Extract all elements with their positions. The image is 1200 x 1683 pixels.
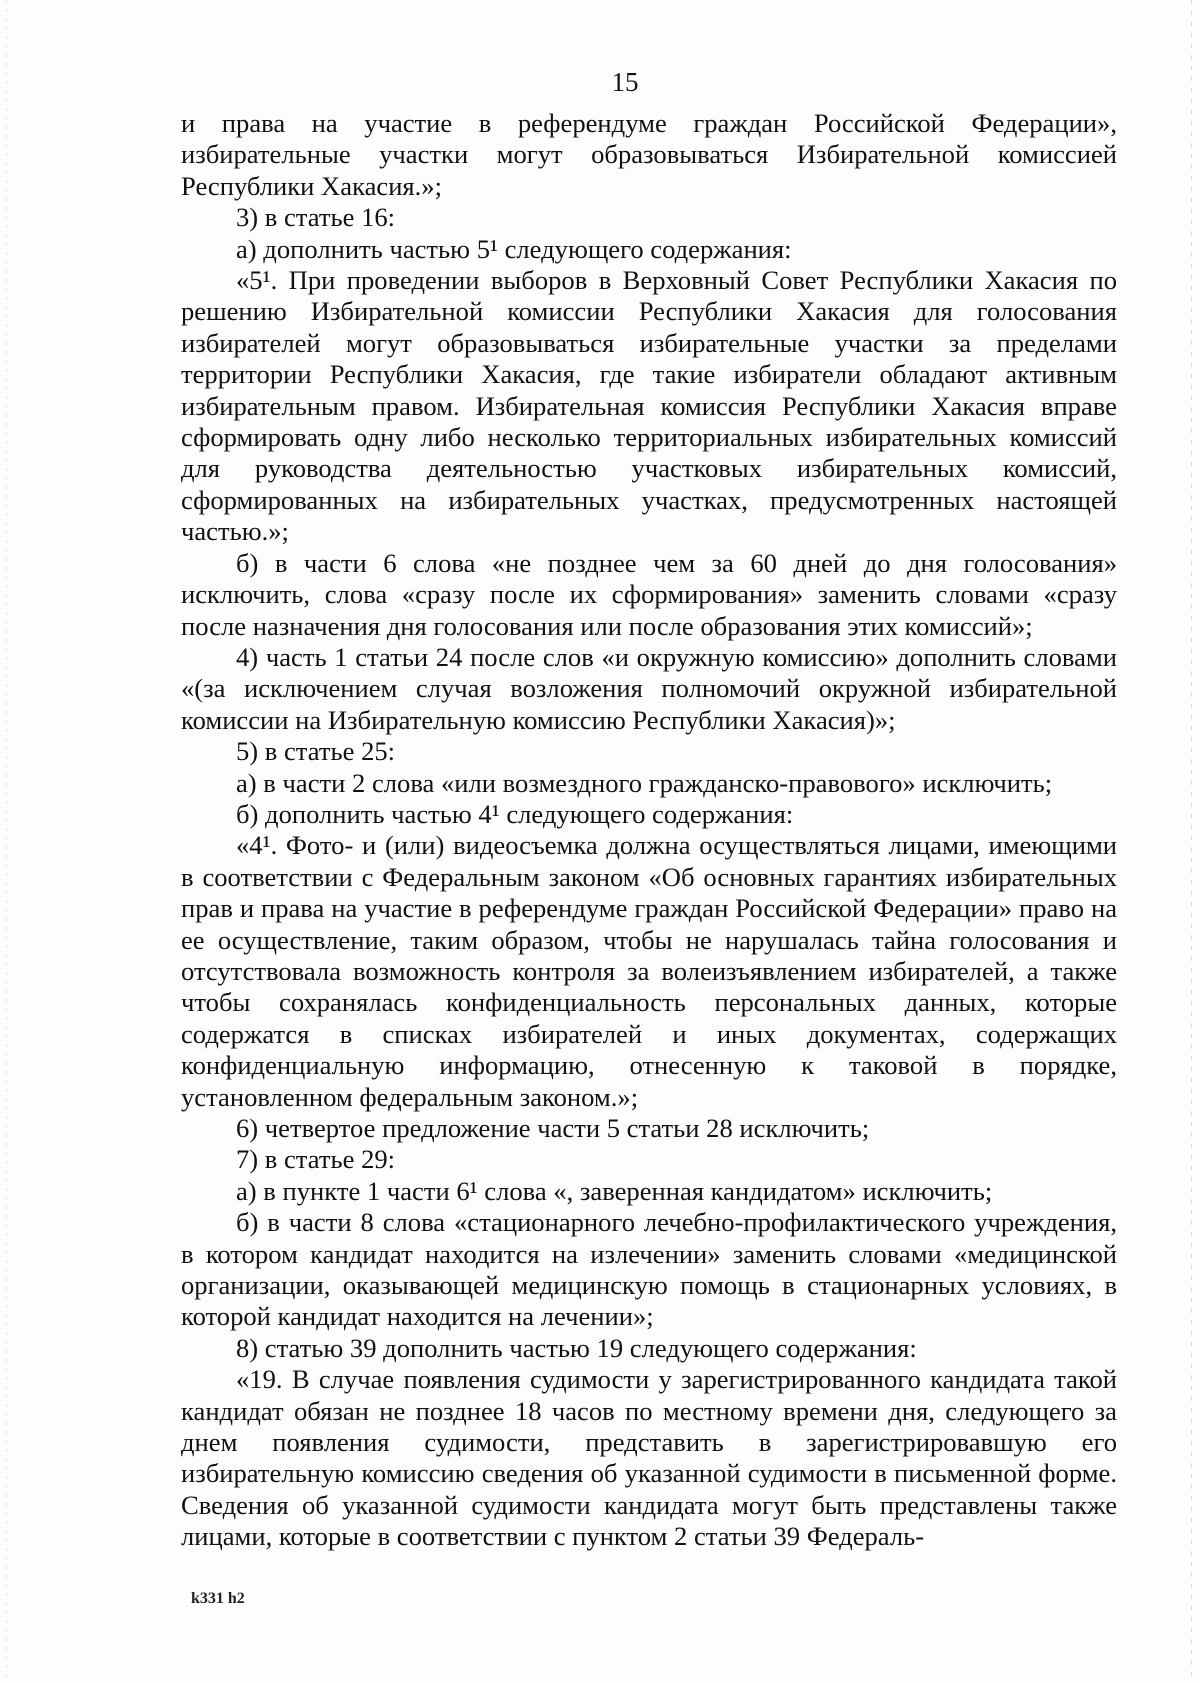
paragraph-3: «5¹. При проведении выборов в Верховный Совет Республики Хакасия по решению Избирательной комиссии Республики Хакасия для голосования избирателей могут образовываться избирательные участки за пределами территории Республики Хакасия, где такие избиратели обладают активным избирательным правом. Избирательная комиссия Республики Хакасия вправе сформировать одну либо несколько территориальных избирательных комиссий для руководства деятельностью участковых избирательных комиссий, сформированных на избирательных участках, предусмотренных настоящей частью.»; bbox=[181, 265, 1117, 547]
paragraph-15: «19. В случае появления судимости у зарегистрированного кандидата такой кандидат обязан не позднее 18 часов по местному времени дня, следующего за днем появления судимости, представить в зарегистрировавшую его избирательную комиссию сведения об указанной судимости в письменной форме. Сведения об указанной судимости кандидата могут быть представлены также лицами, которые в соответствии с пунктом 2 статьи 39 Федераль- bbox=[181, 1364, 1117, 1552]
paragraph-5: 4) часть 1 статьи 24 после слов «и окружную комиссию» дополнить словами «(за исключением случая возложения полномочий окружной избирательной комиссии на Избирательную комиссию Республики Хакасия)»; bbox=[181, 641, 1117, 735]
paragraph-2: а) дополнить частью 5¹ следующего содержания: bbox=[236, 233, 792, 264]
paragraph-11: 7) в статье 29: bbox=[236, 1144, 396, 1175]
paragraph-7: а) в части 2 слова «или возмездного гражданско-правового» исключить; bbox=[236, 767, 1053, 798]
paragraph-10: 6) четвертое предложение части 5 статьи 28 исключить; bbox=[236, 1113, 870, 1143]
paragraph-4: б) в части 6 слова «не позднее чем за 60 дней до дня голосования» исключить, слова «сразу после их сформирования» заменить словами «сразу после назначения дня голосования или после образования этих комиссий»; bbox=[181, 547, 1117, 641]
page-number: 15 bbox=[611, 67, 639, 97]
footer-document-code: k331 h2 bbox=[191, 1590, 245, 1607]
scan-edge-right bbox=[1191, 0, 1192, 1683]
paragraph-14: 8) статью 39 дополнить частью 19 следующего содержания: bbox=[236, 1332, 917, 1363]
paragraph-6: 5) в статье 25: bbox=[236, 736, 396, 767]
paragraph-1: 3) в статье 16: bbox=[236, 202, 396, 233]
paragraph-8: б) дополнить частью 4¹ следующего содержания: bbox=[236, 798, 794, 829]
paragraph-13: б) в части 8 слова «стационарного лечебно-профилактического учреждения, в котором кандидат находится на излечении» заменить словами «медицинской организации, оказывающей медицинскую помощь в стационарных условиях, в которой кандидат находится на лечении»; bbox=[181, 1207, 1117, 1332]
document-body bbox=[181, 108, 1117, 1553]
scan-edge-left bbox=[6, 0, 7, 1683]
paragraph-0: и права на участие в референдуме граждан Российской Федерации», избирательные участки могут образовываться Избирательной комиссией Республики Хакасия.»; bbox=[181, 108, 1117, 201]
paragraph-9: «4¹. Фото- и (или) видеосъемка должна осуществляться лицами, имеющими в соответствии с Федеральным законом «Об основных гарантиях избирательных прав и права на участие в референдуме граждан Российской Федерации» право на ее осуществление, таким образом, чтобы не нарушалась тайна голосования и отсутствовала возможность контроля за волеизъявлением избирателей, а также чтобы сохранялась конфиденциальность персональных данных, которые содержатся в списках избирателей и иных документах, содержащих конфиденциальную информацию, отнесенную к таковой в порядке, установленном федеральным законом.»; bbox=[181, 830, 1117, 1112]
paragraph-12: а) в пункте 1 части 6¹ слова «, заверенная кандидатом» исключить; bbox=[236, 1175, 993, 1206]
